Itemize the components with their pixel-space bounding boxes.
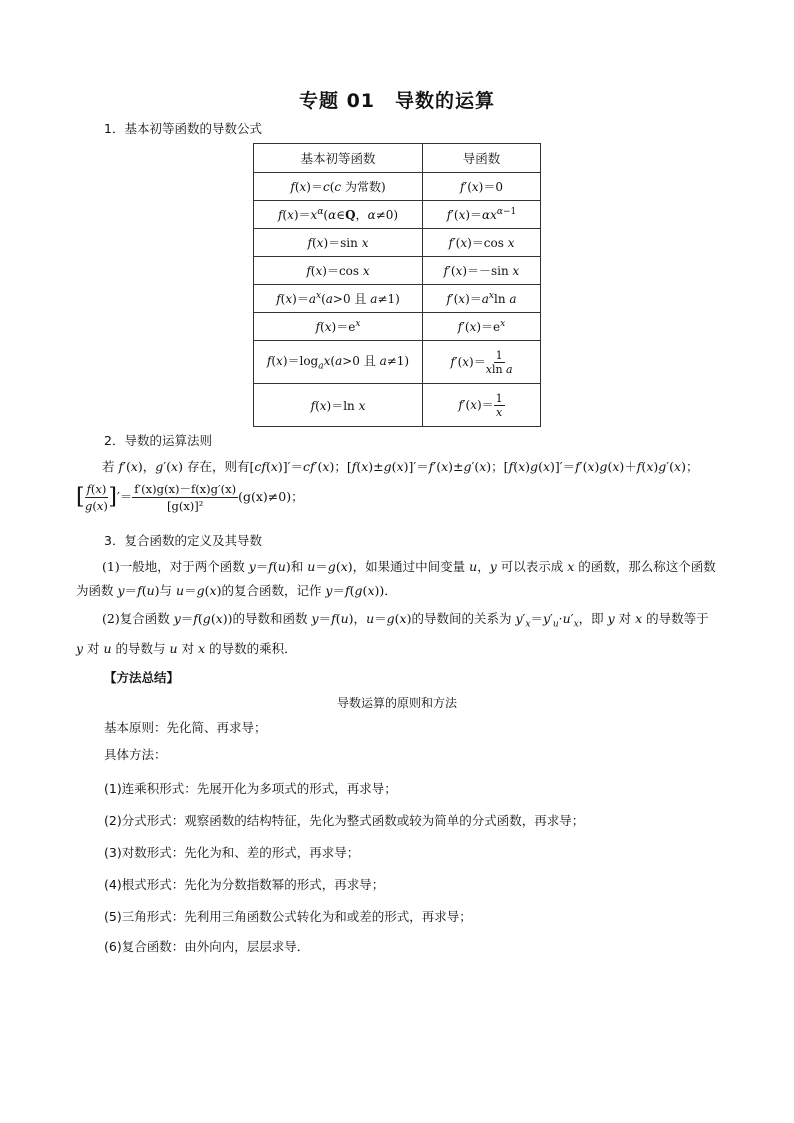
table-cell-derivative: f′(x)＝cos x (423, 229, 541, 257)
table-header-row (254, 144, 541, 173)
table-cell-function: $f(x)=a^x(a>0$ 且 a≠1) (254, 285, 423, 313)
derivative-formula-table (253, 143, 541, 427)
table-cell-function: f(x)＝c(c 为常数) (254, 173, 423, 201)
table-cell-function: $f(x)=e^x$ (254, 313, 423, 341)
table-row (254, 384, 541, 427)
table-row (254, 173, 541, 201)
quotient-rule-condition: (g(x)≠0)； (238, 489, 304, 504)
rules-line-2: [ $\frac{f(x)}{g(x)}$ ]′＝ $\frac{f'(x)g(x)-f(x)g'(x)}{\text{[g(x)]²}}$ (g(x)≠0)； (76, 482, 304, 513)
page-title: 专题 01 导数的运算 (298, 90, 496, 112)
table-cell-derivative: f′(x)＝ $\frac{1}{x}$ (423, 384, 541, 427)
basic-principle: 基本原则：先化简、再求导； (104, 720, 267, 735)
table-cell-derivative: f′(x)＝ $\frac{1}{\text{xln a}}$ (423, 341, 541, 384)
method-item: (5)三角形式：先利用三角函数公式转化为和或差的形式，再求导； (104, 909, 472, 924)
method-item: (4)根式形式：先化为分数指数幂的形式，再求导； (104, 877, 385, 892)
table-cell-derivative: f′(x)＝－sin x (423, 257, 541, 285)
composite-paragraph-2: (2)复合函数 y＝f(g(x))的导数和函数 y＝f(u)，u＝g(x)的导数间的关系为 $y'_x=y'_u\cdot u'_x$，即 y 对 x 的导数等于 y 对 u 的导数与 u 对 x 的导数的乘积． (76, 611, 709, 656)
method-item: (1)连乘积形式：先展开化为多项式的形式，再求导； (104, 781, 397, 796)
section-heading-3: 3．复合函数的定义及其导数 (104, 533, 262, 548)
section-heading-1: 1．基本初等函数的导数公式 (104, 121, 262, 136)
table-header-function: 基本初等函数 (254, 144, 423, 173)
table-row (254, 257, 541, 285)
rules-line-1: 若 f′(x)，g′(x) 存在，则有[cf(x)]′＝cf′(x)；[f(x)±g(x)]′＝f′(x)±g′(x)；[f(x)g(x)]′＝f′(x)g(x)＋f(x)g′(x)； (102, 459, 699, 474)
quotient-fraction: $\frac{f(x)}{g(x)}$ (85, 482, 108, 513)
quotient-rule-fraction: $\frac{f'(x)g(x)-f(x)g'(x)}{\text{[g(x)]²}}$ (134, 482, 237, 513)
table-cell-derivative: f′(x)＝0 (423, 173, 541, 201)
composite-paragraph-1: (1)一般地，对于两个函数 y＝f(u)和 u＝g(x)，如果通过中间变量 u，y 可以表示成 x 的函数，那么称这个函数为函数 y＝f(u)与 u＝g(x)的复合函数，记作 y＝f(g(x))． (76, 559, 716, 598)
fraction: $\frac{1}{x}$ (495, 391, 503, 419)
table-cell-function: f(x)＝sin x (254, 229, 423, 257)
table-row (254, 341, 541, 384)
summary-title: 导数运算的原则和方法 (336, 696, 457, 710)
table-row (254, 229, 541, 257)
table-cell-function: f(x)＝cos x (254, 257, 423, 285)
table-cell-function: $f(x)=\log_ax(a>0$ 且 a≠1) (254, 341, 423, 384)
table-row (254, 313, 541, 341)
table-row (254, 285, 541, 313)
method-item: (6)复合函数：由外向内，层层求导． (104, 939, 310, 954)
method-item: (2)分式形式：观察函数的结构特征，先化为整式函数或较为简单的分式函数，再求导； (104, 813, 585, 828)
table-cell-derivative: $f'(x)=\alpha x^{\alpha-1}$ (423, 201, 541, 229)
table-header-derivative: 导函数 (423, 144, 541, 173)
summary-heading: 【方法总结】 (104, 670, 180, 685)
fraction: $\frac{1}{\text{xln a}}$ (485, 348, 513, 376)
table-cell-derivative: $f'(x)=e^x$ (423, 313, 541, 341)
table-cell-function: $f(x)=x^\alpha(\alpha\in Q$，α≠0) (254, 201, 423, 229)
methods-label: 具体方法： (104, 747, 167, 762)
table-cell-function: f(x)＝ln x (254, 384, 423, 427)
table-cell-derivative: $f'(x)=a^x\ln$ a (423, 285, 541, 313)
section-heading-2: 2．导数的运算法则 (104, 433, 212, 448)
table-row (254, 201, 541, 229)
method-item: (3)对数形式：先化为和、差的形式，再求导； (104, 845, 360, 860)
